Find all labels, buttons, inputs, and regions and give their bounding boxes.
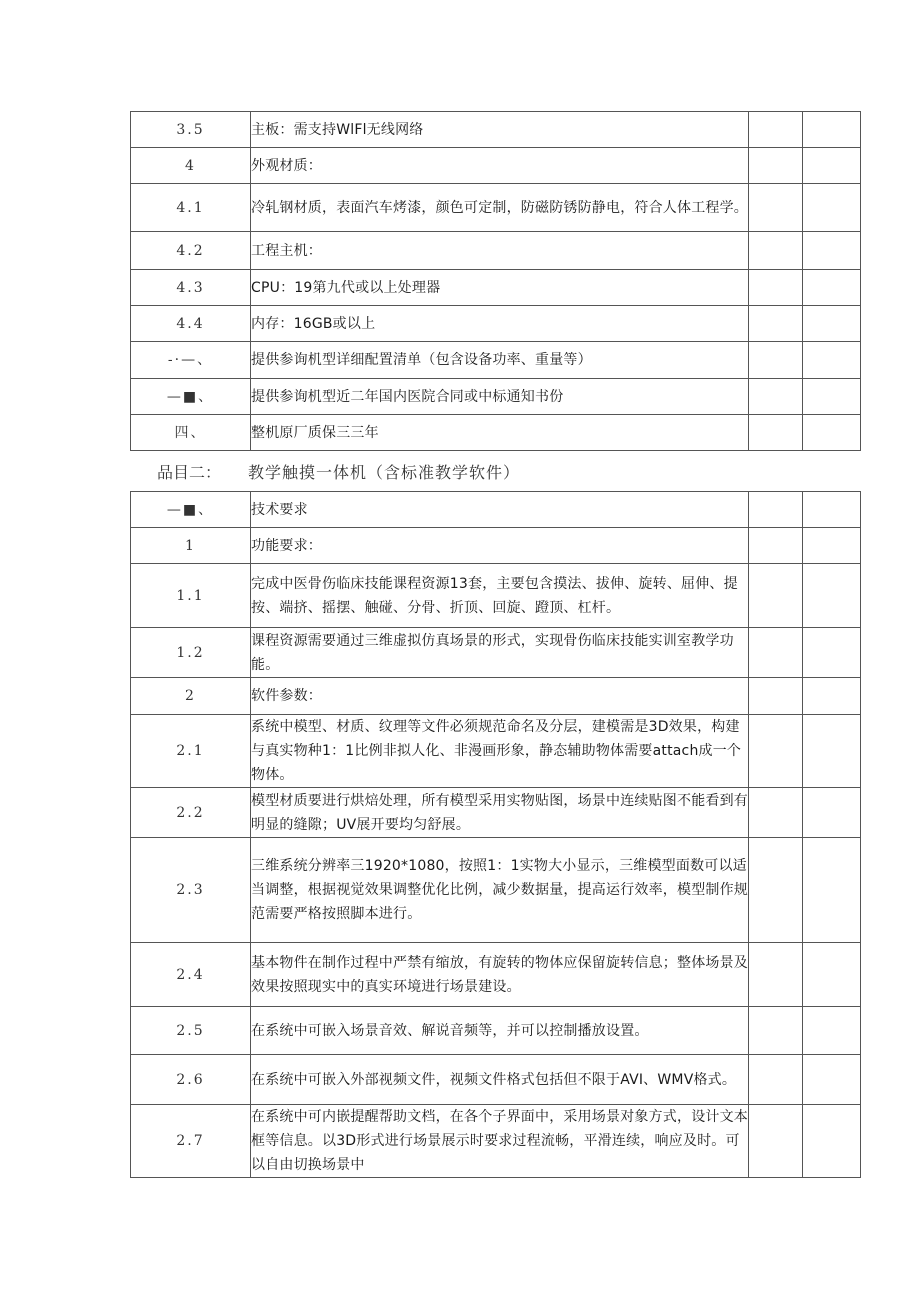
item-description: 主板：需支持WlFl无线网络	[251, 112, 749, 148]
item-number: 4.1	[131, 184, 251, 232]
blank-cell	[749, 112, 803, 148]
item-number: -·—、	[131, 342, 251, 379]
section-title: 教学触摸一体机（含标准教学软件）	[248, 462, 521, 482]
table-row	[131, 1007, 861, 1055]
section-header	[130, 451, 860, 491]
item-description: 系统中模型、材质、纹理等文件必须规范命名及分层，建模需是3D效果，构建与真实物种1：1比例非拟人化、非漫画形象，静态辅助物体需要attach成一个物体。	[251, 715, 749, 788]
table-row	[131, 270, 861, 306]
blank-cell	[749, 270, 803, 306]
blank-cell	[803, 232, 861, 270]
table-row	[131, 148, 861, 184]
blank-cell	[749, 1105, 803, 1178]
item-description: 在系统中可内嵌提醒帮助文档，在各个子界面中，采用场景对象方式，设计文本框等信息。以3D形式进行场景展示时要求过程流畅，平滑连续，响应及时。可以自由切换场景中	[251, 1105, 749, 1178]
table-row	[131, 564, 861, 628]
item-description: 技术要求	[251, 492, 749, 528]
blank-cell	[749, 379, 803, 415]
item-number: —■、	[131, 492, 251, 528]
item-number: 1.1	[131, 564, 251, 628]
item-description: 在系统中可嵌入场景音效、解说音频等，并可以控制播放设置。	[251, 1007, 749, 1055]
blank-cell	[749, 148, 803, 184]
item-number: 2.2	[131, 788, 251, 838]
item-description: 工程主机：	[251, 232, 749, 270]
blank-cell	[803, 342, 861, 379]
table-row	[131, 715, 861, 788]
blank-cell	[749, 184, 803, 232]
blank-cell	[803, 564, 861, 628]
table-row	[131, 788, 861, 838]
item-description: 完成中医骨伤临床技能课程资源13套，主要包含摸法、拔伸、旋转、屈伸、提按、端挤、摇摆、触碰、分骨、折顶、回旋、蹬顶、杠杆。	[251, 564, 749, 628]
blank-cell	[749, 232, 803, 270]
table-row	[131, 492, 861, 528]
blank-cell	[749, 678, 803, 715]
table-row	[131, 342, 861, 379]
blank-cell	[803, 628, 861, 678]
item-number: 1.2	[131, 628, 251, 678]
item-description: 整机原厂质保三三年	[251, 415, 749, 451]
item-number: 2.1	[131, 715, 251, 788]
spec-table	[130, 111, 861, 451]
blank-cell	[803, 184, 861, 232]
item-number: 4.2	[131, 232, 251, 270]
blank-cell	[749, 1055, 803, 1105]
item-number: 2.6	[131, 1055, 251, 1105]
blank-cell	[749, 564, 803, 628]
table-row	[131, 1105, 861, 1178]
section-label: 品目二：	[156, 462, 221, 482]
item-number: 2	[131, 678, 251, 715]
item-description: 提供参询机型详细配置清单（包含设备功率、重量等）	[251, 342, 749, 379]
item-number: 4.4	[131, 306, 251, 342]
item-number: 4.3	[131, 270, 251, 306]
blank-cell	[749, 715, 803, 788]
table-row	[131, 628, 861, 678]
blank-cell	[749, 628, 803, 678]
table-row	[131, 379, 861, 415]
item-number: 1	[131, 528, 251, 564]
item-description: CPU：19第九代或以上处理器	[251, 270, 749, 306]
blank-cell	[803, 528, 861, 564]
blank-cell	[803, 148, 861, 184]
blank-cell	[749, 306, 803, 342]
table-row	[131, 528, 861, 564]
blank-cell	[803, 492, 861, 528]
item-description: 三维系统分辨率三1920*1080，按照1：1实物大小显示，三维模型面数可以适当调整，根据视觉效果调整优化比例，减少数据量，提高运行效率，模型制作规范需要严格按照脚本进行。	[251, 838, 749, 943]
blank-cell	[803, 715, 861, 788]
blank-cell	[803, 1007, 861, 1055]
item-description: 内存：16GB或以上	[251, 306, 749, 342]
table-row	[131, 1055, 861, 1105]
item-number: 2.4	[131, 943, 251, 1007]
table-row	[131, 415, 861, 451]
blank-cell	[803, 943, 861, 1007]
item-description: 模型材质要进行烘焙处理，所有模型采用实物贴图，场景中连续贴图不能看到有明显的缝隙；UV展开要均匀舒展。	[251, 788, 749, 838]
item-number: —■、	[131, 379, 251, 415]
table-row	[131, 943, 861, 1007]
blank-cell	[749, 528, 803, 564]
blank-cell	[749, 492, 803, 528]
item-description: 外观材质：	[251, 148, 749, 184]
blank-cell	[803, 379, 861, 415]
item-description: 冷轧钢材质，表面汽车烤漆，颜色可定制，防磁防锈防静电，符合人体工程学。	[251, 184, 749, 232]
item-number: 2.7	[131, 1105, 251, 1178]
table-row	[131, 232, 861, 270]
table-row	[131, 184, 861, 232]
item-description: 课程资源需要通过三维虚拟仿真场景的形式，实现骨伤临床技能实训室教学功能。	[251, 628, 749, 678]
blank-cell	[803, 415, 861, 451]
item-number: 2.3	[131, 838, 251, 943]
blank-cell	[803, 270, 861, 306]
item-description: 在系统中可嵌入外部视频文件，视频文件格式包括但不限于AVI、WMV格式。	[251, 1055, 749, 1105]
spec-document	[130, 111, 860, 1178]
blank-cell	[803, 838, 861, 943]
blank-cell	[803, 788, 861, 838]
blank-cell	[749, 1007, 803, 1055]
blank-cell	[803, 112, 861, 148]
blank-cell	[749, 943, 803, 1007]
item-description: 基本物件在制作过程中严禁有缩放，有旋转的物体应保留旋转信息；整体场景及效果按照现实中的真实环境进行场景建设。	[251, 943, 749, 1007]
blank-cell	[803, 678, 861, 715]
item-number: 4	[131, 148, 251, 184]
item-description: 提供参询机型近二年国内医院合同或中标通知书份	[251, 379, 749, 415]
blank-cell	[749, 342, 803, 379]
table-row	[131, 838, 861, 943]
item-number: 四、	[131, 415, 251, 451]
item-description: 软件参数：	[251, 678, 749, 715]
item-number: 2.5	[131, 1007, 251, 1055]
table-row	[131, 112, 861, 148]
blank-cell	[803, 306, 861, 342]
blank-cell	[803, 1055, 861, 1105]
item-number: 3.5	[131, 112, 251, 148]
table-row	[131, 678, 861, 715]
blank-cell	[749, 838, 803, 943]
blank-cell	[749, 788, 803, 838]
spec-table-2	[130, 491, 861, 1178]
blank-cell	[749, 415, 803, 451]
table-row	[131, 306, 861, 342]
blank-cell	[803, 1105, 861, 1178]
item-description: 功能要求：	[251, 528, 749, 564]
